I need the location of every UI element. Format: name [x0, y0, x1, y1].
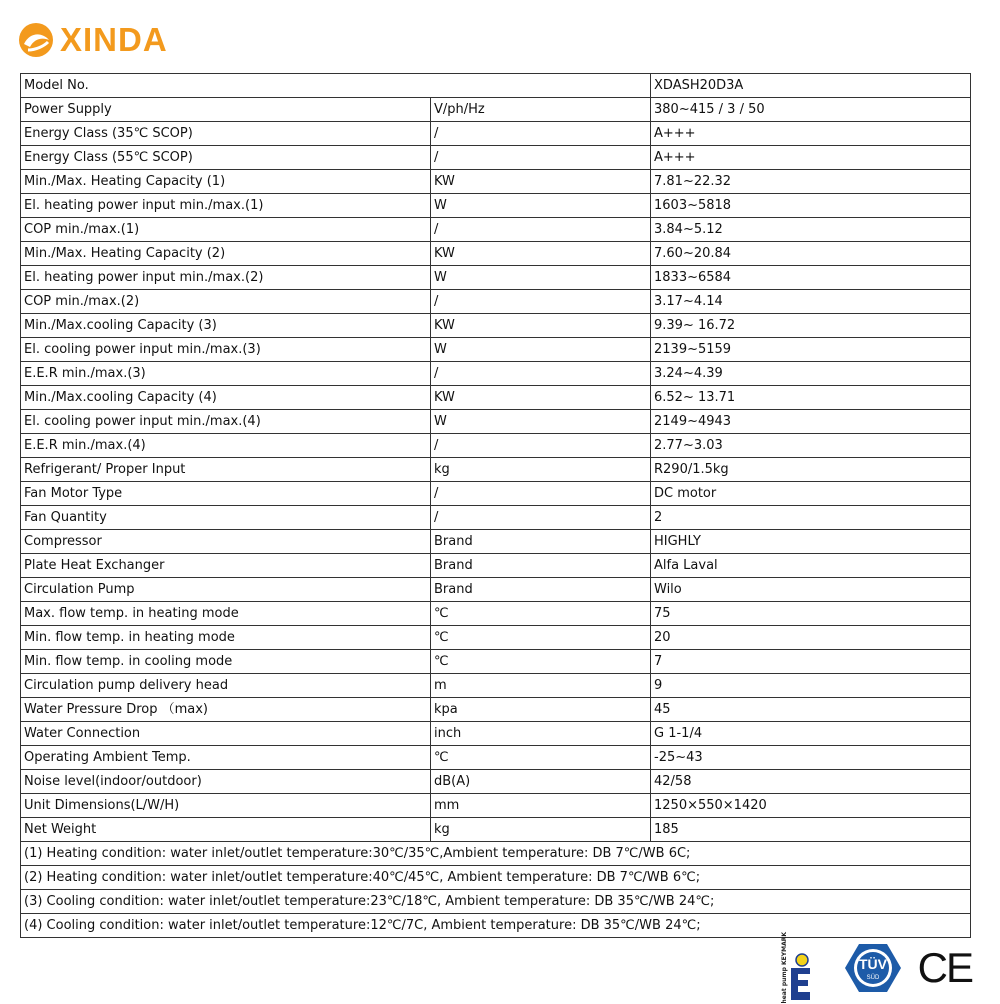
cell-param: El. cooling power input min./max.(3): [21, 338, 431, 362]
cell-value: 380~415 / 3 / 50: [651, 98, 971, 122]
cell-value: 2.77~3.03: [651, 434, 971, 458]
table-row: [21, 482, 971, 506]
cell-value: 45: [651, 698, 971, 722]
cell-param: Max. flow temp. in heating mode: [21, 602, 431, 626]
table-row: [21, 674, 971, 698]
certification-marks: [780, 932, 972, 1004]
cell-unit: W: [431, 266, 651, 290]
cell-param: Min./Max. Heating Capacity (1): [21, 170, 431, 194]
spec-table: [20, 73, 971, 938]
cell-param: Circulation pump delivery head: [21, 674, 431, 698]
cell-value: A+++: [651, 122, 971, 146]
table-row: [21, 506, 971, 530]
table-row: [21, 530, 971, 554]
cell-value: 20: [651, 626, 971, 650]
cell-param: Min./Max. Heating Capacity (2): [21, 242, 431, 266]
table-row: [21, 722, 971, 746]
table-row: [21, 194, 971, 218]
note-row: [21, 842, 971, 866]
cell-param: Min. flow temp. in heating mode: [21, 626, 431, 650]
cell-param: Refrigerant/ Proper Input: [21, 458, 431, 482]
cell-value: 7.81~22.32: [651, 170, 971, 194]
cell-value: 3.84~5.12: [651, 218, 971, 242]
note-text: (1) Heating condition: water inlet/outlet temperature:30℃/35℃,Ambient temperature: DB 7℃/WB 6C;: [21, 842, 971, 866]
cell-value: 3.24~4.39: [651, 362, 971, 386]
cell-param: COP min./max.(1): [21, 218, 431, 242]
table-row: [21, 746, 971, 770]
cell-param: E.E.R min./max.(3): [21, 362, 431, 386]
note-text: (4) Cooling condition: water inlet/outlet temperature:12℃/7C, Ambient temperature: DB 35℃/WB 24℃;: [21, 914, 971, 938]
cell-value: 3.17~4.14: [651, 290, 971, 314]
cell-param: Energy Class (35℃ SCOP): [21, 122, 431, 146]
cell-value: -25~43: [651, 746, 971, 770]
table-row: [21, 122, 971, 146]
xinda-logo-icon: [16, 20, 56, 60]
note-row: [21, 866, 971, 890]
cell-param: Net Weight: [21, 818, 431, 842]
cell-unit: W: [431, 338, 651, 362]
cell-param: Plate Heat Exchanger: [21, 554, 431, 578]
cell-param: Water Connection: [21, 722, 431, 746]
cell-param: Water Pressure Drop （max): [21, 698, 431, 722]
cell-value: 42/58: [651, 770, 971, 794]
cell-unit: /: [431, 290, 651, 314]
table-row: [21, 794, 971, 818]
model-value: XDASH20D3A: [651, 74, 971, 98]
cell-unit: KW: [431, 242, 651, 266]
cell-value: 2149~4943: [651, 410, 971, 434]
cell-value: HIGHLY: [651, 530, 971, 554]
cell-unit: ℃: [431, 650, 651, 674]
table-row: [21, 458, 971, 482]
table-row: [21, 314, 971, 338]
cell-unit: kpa: [431, 698, 651, 722]
cell-value: R290/1.5kg: [651, 458, 971, 482]
brand-logo: [16, 20, 168, 60]
table-row: [21, 410, 971, 434]
table-row: [21, 266, 971, 290]
cell-unit: Brand: [431, 578, 651, 602]
cell-param: Fan Quantity: [21, 506, 431, 530]
note-text: (3) Cooling condition: water inlet/outlet temperature:23℃/18℃, Ambient temperature: DB 35℃/WB 24℃;: [21, 890, 971, 914]
model-label: Model No.: [21, 74, 651, 98]
cell-unit: /: [431, 218, 651, 242]
cell-param: Fan Motor Type: [21, 482, 431, 506]
cell-unit: /: [431, 506, 651, 530]
note-text: (2) Heating condition: water inlet/outlet temperature:40℃/45℃, Ambient temperature: DB 7℃/WB 6℃;: [21, 866, 971, 890]
cell-param: Min./Max.cooling Capacity (3): [21, 314, 431, 338]
cell-param: Power Supply: [21, 98, 431, 122]
cell-param: Compressor: [21, 530, 431, 554]
table-row: [21, 146, 971, 170]
cell-unit: m: [431, 674, 651, 698]
table-row: [21, 602, 971, 626]
table-header-row: [21, 74, 971, 98]
cell-param: Noise level(indoor/outdoor): [21, 770, 431, 794]
cell-value: 2: [651, 506, 971, 530]
cell-value: 1250×550×1420: [651, 794, 971, 818]
cell-param: Unit Dimensions(L/W/H): [21, 794, 431, 818]
table-row: [21, 770, 971, 794]
table-row: [21, 698, 971, 722]
note-row: [21, 890, 971, 914]
cell-unit: Brand: [431, 554, 651, 578]
note-row: [21, 914, 971, 938]
cell-param: El. cooling power input min./max.(4): [21, 410, 431, 434]
table-row: [21, 242, 971, 266]
cell-unit: ℃: [431, 626, 651, 650]
table-row: [21, 554, 971, 578]
tuv-text: TÜV: [858, 956, 887, 972]
cell-unit: dB(A): [431, 770, 651, 794]
ce-mark: CE: [917, 944, 972, 991]
table-row: [21, 170, 971, 194]
cell-value: 1833~6584: [651, 266, 971, 290]
cell-value: Wilo: [651, 578, 971, 602]
cell-value: Alfa Laval: [651, 554, 971, 578]
table-row: [21, 290, 971, 314]
table-row: [21, 362, 971, 386]
cell-param: Energy Class (55℃ SCOP): [21, 146, 431, 170]
cell-value: 7.60~20.84: [651, 242, 971, 266]
keymark-icon: [788, 952, 814, 1004]
tuv-sud-logo: [844, 942, 902, 994]
cell-unit: ℃: [431, 746, 651, 770]
cell-unit: ℃: [431, 602, 651, 626]
cell-unit: V/ph/Hz: [431, 98, 651, 122]
cell-param: Min. flow temp. in cooling mode: [21, 650, 431, 674]
cell-value: 2139~5159: [651, 338, 971, 362]
cell-unit: KW: [431, 314, 651, 338]
cell-value: 1603~5818: [651, 194, 971, 218]
keymark-logo: [781, 932, 828, 1004]
cell-unit: W: [431, 410, 651, 434]
cell-unit: /: [431, 146, 651, 170]
cell-unit: /: [431, 122, 651, 146]
table-row: [21, 338, 971, 362]
cell-unit: mm: [431, 794, 651, 818]
cell-value: 9.39~ 16.72: [651, 314, 971, 338]
cell-param: COP min./max.(2): [21, 290, 431, 314]
cell-value: A+++: [651, 146, 971, 170]
cell-value: G 1-1/4: [651, 722, 971, 746]
table-row: [21, 218, 971, 242]
table-row: [21, 434, 971, 458]
cell-value: DC motor: [651, 482, 971, 506]
keymark-text: heat pump KEYMARK: [780, 932, 788, 1004]
cell-param: El. heating power input min./max.(2): [21, 266, 431, 290]
cell-value: 185: [651, 818, 971, 842]
table-row: [21, 818, 971, 842]
cell-unit: inch: [431, 722, 651, 746]
table-row: [21, 98, 971, 122]
cell-value: 6.52~ 13.71: [651, 386, 971, 410]
cell-unit: KW: [431, 170, 651, 194]
cell-param: Min./Max.cooling Capacity (4): [21, 386, 431, 410]
table-row: [21, 386, 971, 410]
tuv-sub-text: SÜD: [866, 975, 879, 981]
brand-name: XINDA: [60, 21, 168, 58]
cell-param: El. heating power input min./max.(1): [21, 194, 431, 218]
cell-unit: /: [431, 434, 651, 458]
cell-unit: /: [431, 482, 651, 506]
cell-unit: /: [431, 362, 651, 386]
spec-table-body: [21, 74, 971, 938]
cell-value: 75: [651, 602, 971, 626]
cell-unit: W: [431, 194, 651, 218]
cell-unit: KW: [431, 386, 651, 410]
cell-unit: kg: [431, 818, 651, 842]
cell-unit: Brand: [431, 530, 651, 554]
table-row: [21, 578, 971, 602]
cell-param: Circulation Pump: [21, 578, 431, 602]
cell-param: Operating Ambient Temp.: [21, 746, 431, 770]
cell-value: 9: [651, 674, 971, 698]
table-row: [21, 650, 971, 674]
cell-unit: kg: [431, 458, 651, 482]
cell-value: 7: [651, 650, 971, 674]
cell-param: E.E.R min./max.(4): [21, 434, 431, 458]
table-row: [21, 626, 971, 650]
